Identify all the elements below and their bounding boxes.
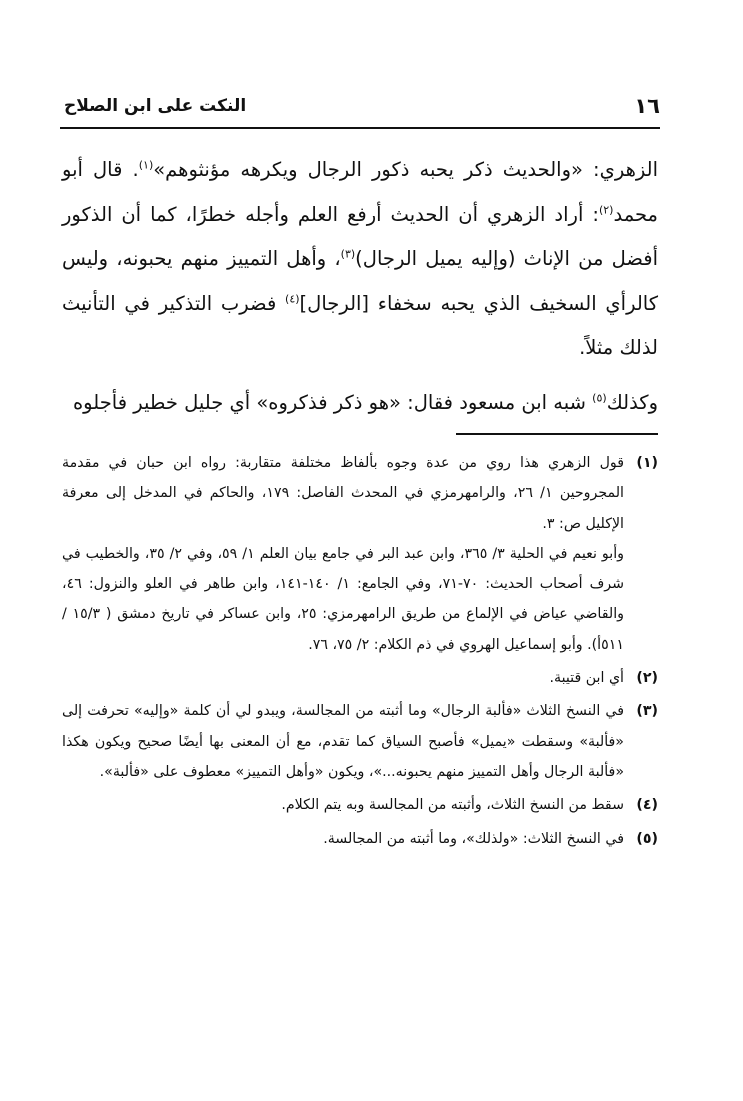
footnote-ref-1: (١) [138, 158, 154, 172]
footnote-number: (٢) [636, 670, 658, 687]
footnotes [62, 448, 658, 857]
footnote-4 [62, 790, 658, 820]
footnote-text: قول الزهري هذا روي من عدة وجوه بألفاظ مختلفة متقاربة: رواه ابن حبان في مقدمة المجروحين ١/ ٢٦، والرامهرمزي في المحدث الفاصل: ١٧٩، والحاكم في المدخل إلى معرفة الإكليل ص: ٣. [62, 455, 624, 532]
main-text [62, 148, 658, 425]
paragraph-1: الزهري: «والحديث ذكر يحبه ذكور الرجال ويكرهه مؤنثوهم»$^{(١)}$. قال أبو محمد$^{(٢)}$: أراد الزهري أن الحديث أرفع العلم وأجله خطرًا، كما أن الذكور أفضل من الإناث (وإليه يميل الرجال)$^{(٣)}$، وأهل التمييز منهم يحبونه، وليس كالرأي السخيف الذي يحبه سخفاء [الرجال]$^{(٤)}$ فضرب التذكير في التأنيث لذلك مثلاً. [62, 158, 658, 359]
footnote-ref-2: (٢) [598, 203, 614, 216]
footnote-text: في النسخ الثلاث: «ولذلك»، وما أثبته من المجالسة. [323, 830, 624, 847]
footnote-1 [62, 448, 658, 660]
footnote-number: (١) [636, 455, 658, 471]
page-number: ١٦ [634, 94, 660, 118]
running-title: النكت على ابن الصلاح [64, 96, 247, 116]
footnote-text: في النسخ الثلاث «فألبة الرجال» وما أثبته من المجالسة، ويبدو لي أن كلمة «وإليه» تحرفت إلى «فألبة» وسقطت «يميل» فأصبح السياق كما تقدم، مع أن المعنى بها أيضًا صحيح ويكون هكذا «فألبة الرجال وأهل التمييز منهم يحبونه...»، ويكون «وأهل التمييز» معطوف على «فألبة». [62, 703, 624, 780]
footnote-text: سقط من النسخ الثلاث، وأثبته من المجالسة وبه يتم الكلام. [281, 797, 624, 814]
header-divider [60, 127, 660, 129]
footnote-5 [62, 824, 658, 854]
footnote-number: (٥) [636, 830, 658, 847]
footnote-divider [456, 433, 658, 435]
footnote-3 [62, 696, 658, 787]
page-header [60, 92, 660, 126]
footnote-number: (٣) [636, 703, 658, 720]
paragraph-2: وكذلك$^{(٥)}$ شبه ابن مسعود فقال: «هو ذكر فذكروه» أي جليل خطير فأجلوه [72, 390, 658, 414]
footnote-text: وأبو نعيم في الحلية ٣/ ٣٦٥، وابن عبد البر في جامع بيان العلم ١/ ٥٩، وفي ٢/ ٣٥، والخطيب في شرف أصحاب الحديث: ٧٠-٧١، وفي الجامع: ١/ ١٤٠-١٤١، وابن طاهر في العلو والنزول: ٤٦، والقاضي عياض في الإلماع من طريق الرامهرمزي: ٢٥، وابن عساكر في تاريخ دمشق ( ١٥/٣ / ٥١١أ). وأبو إسماعيل الهروي في ذم الكلام: ٢/ ٧٥، ٧٦. [62, 545, 625, 653]
footnote-ref-5: (٥) [592, 391, 607, 404]
footnote-2 [62, 663, 658, 693]
footnote-number: (٤) [636, 797, 658, 814]
footnote-ref-4: (٤) [285, 292, 300, 305]
footnote-text: أي ابن قتيبة. [549, 670, 624, 687]
footnote-ref-3: (٣) [340, 247, 356, 261]
